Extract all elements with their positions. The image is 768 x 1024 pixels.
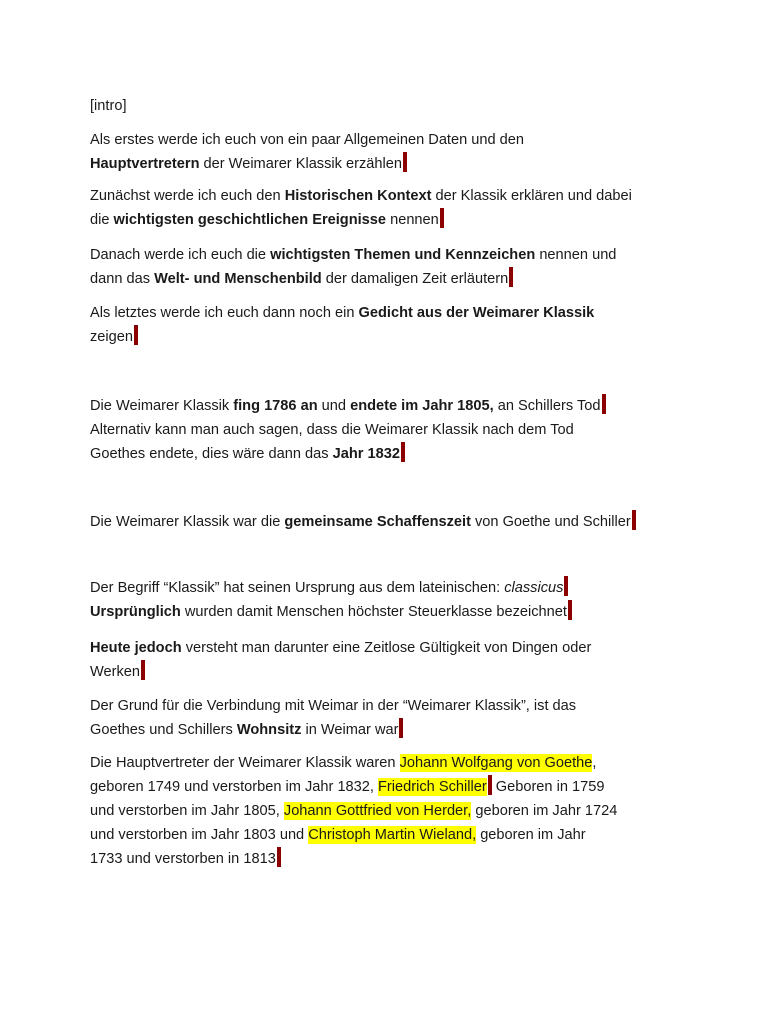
text-run: Geboren in 1759: [491, 779, 605, 795]
bold-run: wichtigsten Themen und Kennzeichen: [270, 247, 536, 263]
bold-run: Heute jedoch: [90, 640, 182, 656]
text-run: von Goethe und Schiller: [470, 514, 631, 530]
edit-marker: [564, 576, 568, 596]
text-run: der Weimarer Klassik erzählen: [199, 156, 402, 172]
paragraph-main-figures: [90, 751, 758, 871]
intro-label: [90, 94, 758, 118]
paragraph-collaboration: [90, 510, 758, 534]
text-run: Goethes endete, dies wäre dann das: [90, 446, 333, 462]
highlighted-name-herder: Johann Gottfried von Herder,: [283, 803, 472, 819]
paragraph-themes: [90, 243, 758, 291]
bold-run: Ursprünglich: [90, 604, 181, 620]
text-run: nennen und: [535, 247, 617, 263]
bold-run: Wohnsitz: [236, 722, 302, 738]
text-run: versteht man darunter eine Zeitlose Gültigkeit von Dingen oder: [181, 640, 592, 656]
text-run: Die Weimarer Klassik war die: [90, 514, 285, 530]
intro-text: [intro]: [90, 98, 127, 114]
bold-run: Historischen Kontext: [284, 188, 432, 204]
text-run: an Schillers Tod: [493, 398, 601, 414]
edit-marker: [568, 600, 572, 620]
edit-marker: [509, 267, 513, 287]
bold-run: endete im Jahr 1805,: [350, 398, 494, 414]
text-run: und verstorben im Jahr 1805,: [90, 803, 284, 819]
paragraph-dates: [90, 394, 758, 466]
text-run: Als letztes werde ich euch dann noch ein: [90, 305, 359, 321]
text-run: dann das: [90, 271, 155, 287]
text-run: Die Hauptvertreter der Weimarer Klassik waren: [90, 755, 400, 771]
highlighted-name-schiller: Friedrich Schiller: [378, 779, 487, 795]
edit-marker: [401, 442, 405, 462]
text-run: Als erstes werde ich euch von ein paar Allgemeinen Daten und den: [90, 132, 525, 148]
paragraph-poem: [90, 301, 758, 349]
bold-run: fing 1786 an: [233, 398, 318, 414]
edit-marker: [440, 208, 444, 228]
bold-run: Jahr 1832: [332, 446, 400, 462]
text-run: und: [317, 398, 351, 414]
paragraph-modern-meaning: [90, 636, 758, 684]
paragraph-historical-context: [90, 184, 758, 232]
highlighted-name-wieland: Christoph Martin Wieland,: [308, 827, 477, 843]
text-run: Danach werde ich euch die: [90, 247, 271, 263]
text-run: die: [90, 212, 114, 228]
italic-run: classicus: [504, 580, 564, 596]
text-run: geboren im Jahr 1724: [471, 803, 618, 819]
text-run: 1733 und verstorben in 1813: [90, 851, 276, 867]
text-run: Alternativ kann man auch sagen, dass die Weimarer Klassik nach dem Tod: [90, 422, 574, 438]
paragraph-term-origin: [90, 576, 758, 624]
edit-marker: [134, 325, 138, 345]
bold-run: Hauptvertretern: [90, 156, 200, 172]
bold-run: gemeinsame Schaffenszeit: [284, 514, 471, 530]
edit-marker: [632, 510, 636, 530]
text-run: ,: [592, 755, 597, 771]
text-run: Der Begriff “Klassik” hat seinen Ursprung aus dem lateinischen:: [90, 580, 505, 596]
text-run: Werken: [90, 664, 141, 680]
text-run: Zunächst werde ich euch den: [90, 188, 285, 204]
text-run: zeigen: [90, 329, 134, 345]
edit-marker: [277, 847, 281, 867]
highlighted-name-goethe: Johann Wolfgang von Goethe: [399, 755, 593, 771]
text-run: in Weimar war: [301, 722, 399, 738]
text-run: geboren 1749 und verstorben im Jahr 1832,: [90, 779, 379, 795]
text-run: und verstorben im Jahr 1803 und: [90, 827, 309, 843]
text-run: Der Grund für die Verbindung mit Weimar in der “Weimarer Klassik”, ist das: [90, 698, 577, 714]
edit-marker: [141, 660, 145, 680]
text-run: Goethes und Schillers: [90, 722, 237, 738]
text-run: wurden damit Menschen höchster Steuerklasse bezeichnet: [180, 604, 567, 620]
edit-marker: [403, 152, 407, 172]
bold-run: Welt- und Menschenbild: [154, 271, 322, 287]
text-run: geboren im Jahr: [476, 827, 586, 843]
paragraph-weimar-reason: [90, 694, 758, 742]
text-run: der damaligen Zeit erläutern: [321, 271, 509, 287]
bold-run: Gedicht aus der Weimarer Klassik: [358, 305, 595, 321]
text-run: nennen: [386, 212, 439, 228]
text-run: Die Weimarer Klassik: [90, 398, 234, 414]
bold-run: wichtigsten geschichtlichen Ereignisse: [113, 212, 387, 228]
paragraph-overview: [90, 128, 758, 176]
edit-marker: [399, 718, 403, 738]
text-run: der Klassik erklären und dabei: [431, 188, 632, 204]
edit-marker: [602, 394, 606, 414]
